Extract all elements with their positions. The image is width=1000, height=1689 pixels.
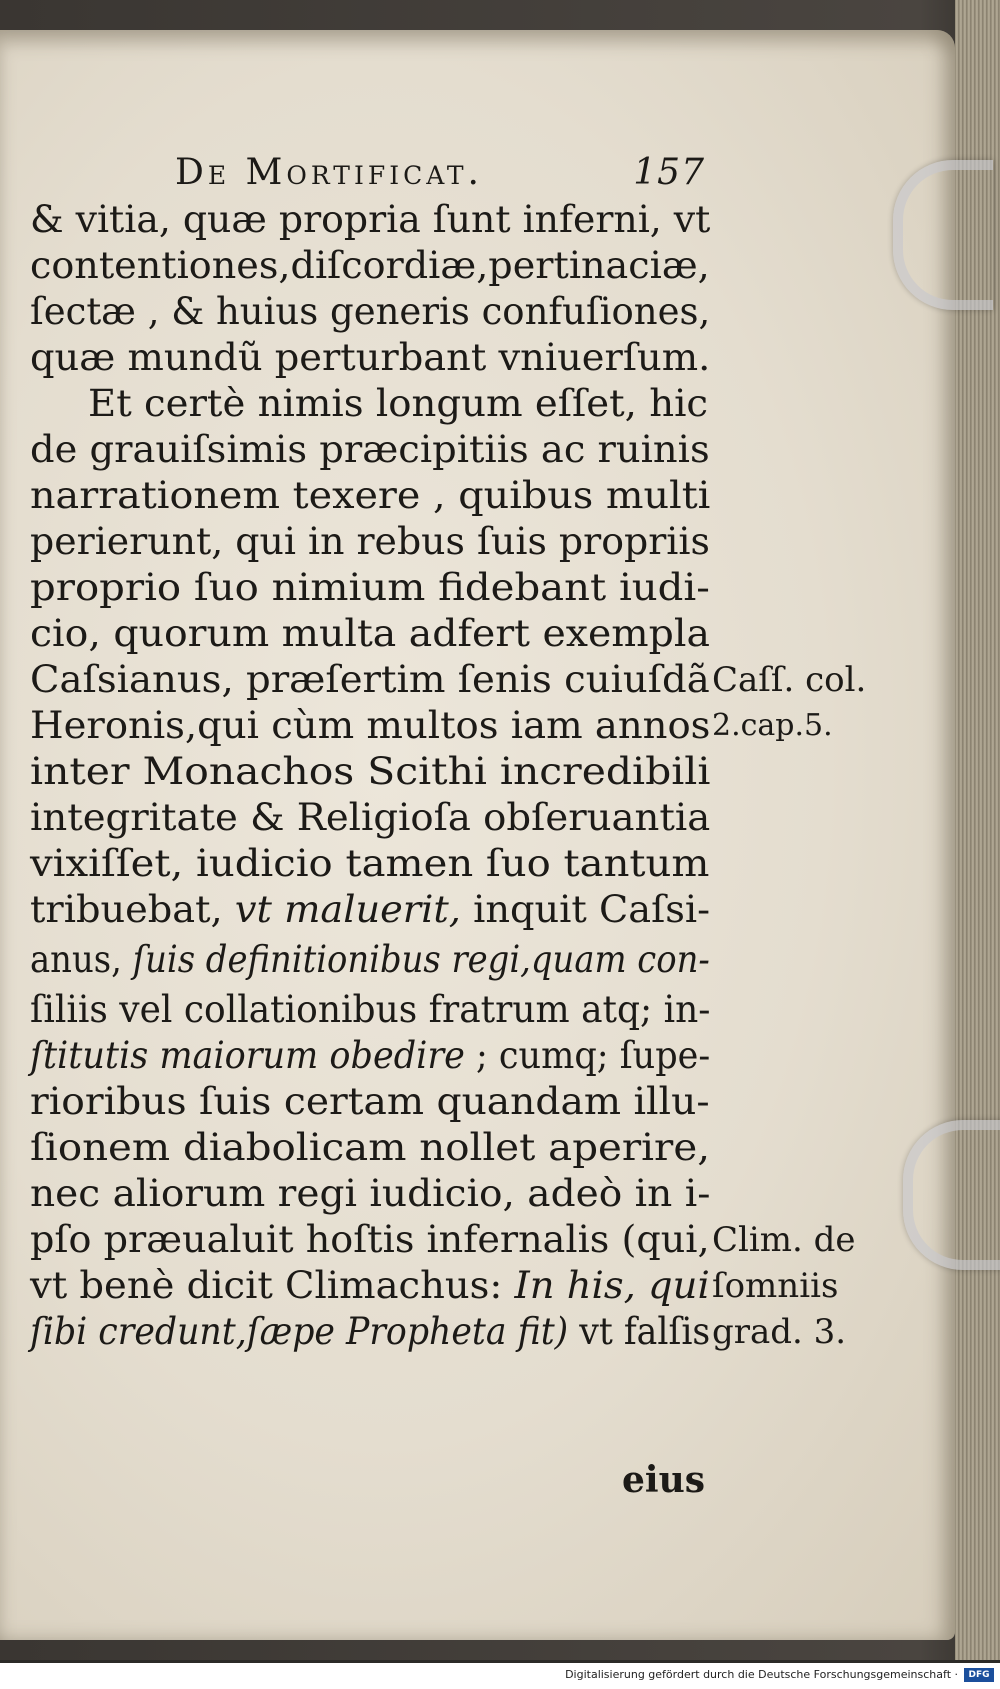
text-segment: vt falſis — [568, 1310, 711, 1353]
italic-segment: In his, qui — [514, 1264, 710, 1307]
text-line: Et certè nimis longum eſſet, hic — [88, 382, 709, 425]
text-line — [30, 1033, 710, 1079]
text-line: quæ mundũ perturbant vniuerſum. — [30, 336, 711, 379]
text-line — [30, 1263, 710, 1309]
text-line: vixiſſet, iudicio tamen ſuo tantum — [30, 842, 710, 885]
text-segment: tribuebat, — [30, 888, 235, 931]
text-line: perierunt, qui in rebus ſuis propriis — [30, 520, 710, 563]
text-line — [30, 887, 710, 933]
italic-segment: vt maluerit, — [234, 888, 461, 931]
italic-segment: ſibi credunt,ſæpe Propheta fit) — [30, 1310, 569, 1353]
marginal-note: Clim. de — [712, 1220, 856, 1260]
catchword: eius — [622, 1459, 706, 1501]
running-title: De Mortificat. — [175, 152, 484, 193]
text-line: Heronis,qui cùm multos iam annos — [30, 704, 711, 747]
page-number: 157 — [633, 152, 705, 193]
text-line: nec aliorum regi iudicio, adeò in i- — [30, 1172, 711, 1215]
italic-segment: ſuis definitionibus regi,quam con- — [132, 938, 710, 981]
text-line: inter Monachos Scithi incredibili — [30, 750, 711, 793]
text-line: Caſsianus, præſertim ſenis cuiuſdã — [30, 658, 710, 701]
text-line — [30, 937, 710, 983]
text-line: ſiliis vel collationibus fratrum atq; in- — [30, 988, 711, 1031]
text-line: proprio ſuo nimium fidebant iudi- — [30, 566, 710, 609]
text-line: de grauiſsimis præcipitiis ac ruinis — [30, 428, 710, 471]
text-line: pſo præualuit hoſtis infernalis (qui, — [30, 1218, 710, 1261]
text-segment: vt benè dicit Climachus: — [30, 1264, 515, 1307]
text-line — [30, 1309, 710, 1355]
text-segment: ; cumq; ſupe- — [464, 1034, 711, 1077]
running-header — [175, 152, 705, 193]
dfg-logo: DFG — [964, 1668, 994, 1682]
text-line: narrationem texere , quibus multi — [30, 474, 711, 517]
text-segment: anus, — [30, 938, 133, 981]
digitization-footer — [0, 1663, 1000, 1689]
marginal-note: grad. 3. — [712, 1312, 847, 1352]
marginal-note: 2.cap.5. — [712, 708, 833, 743]
page-clip-bottom — [903, 1120, 1000, 1270]
text-line: & vitia, quæ propria ſunt inferni, vt — [30, 198, 711, 241]
text-line: contentiones,diſcordiæ,pertinaciæ, — [30, 244, 710, 287]
text-line: cio, quorum multa adfert exempla — [30, 612, 710, 655]
marginal-note: Caſſ. col. — [712, 660, 867, 700]
text-segment: inquit Caſsi- — [460, 888, 711, 931]
marginal-note: ſomniis — [712, 1266, 839, 1306]
italic-segment: ſtitutis maiorum obedire — [30, 1034, 465, 1077]
footer-credit: Digitalisierung gefördert durch die Deutsche Forschungsgemeinschaft · — [565, 1668, 958, 1681]
text-line: ſionem diabolicam nollet aperire, — [30, 1126, 711, 1169]
text-line: integritate & Religioſa obſeruantia — [30, 796, 711, 839]
text-line: rioribus ſuis certam quandam illu- — [30, 1080, 710, 1123]
text-line: ſectæ , & huius generis confuſiones, — [30, 290, 711, 333]
page-clip-top — [893, 160, 993, 310]
